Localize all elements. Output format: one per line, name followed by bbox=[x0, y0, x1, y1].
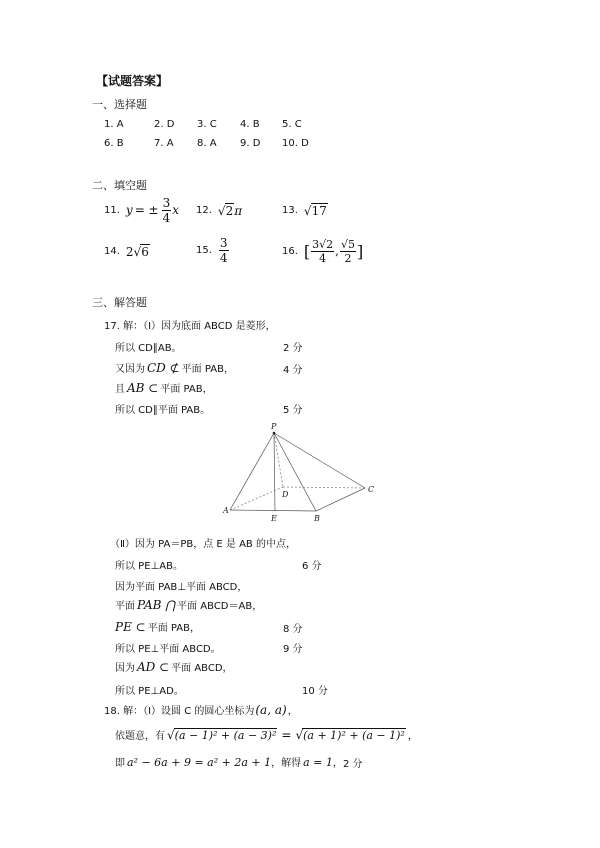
q16-a-denominator: 4 bbox=[319, 251, 327, 265]
q18-line-3-math-2: a = 1 bbox=[303, 756, 333, 769]
q18-right-radical-sign: √ bbox=[295, 727, 304, 742]
q17-line-2: 所以 CD∥AB。 bbox=[115, 343, 182, 354]
q17-line-3-score: 4 分 bbox=[283, 365, 303, 376]
q16-b-numerator: √5 bbox=[341, 237, 356, 251]
fill-answer-11 bbox=[104, 196, 179, 224]
q18-line-1-math: (a, a) bbox=[255, 703, 287, 717]
q13-number: 13. bbox=[282, 205, 298, 216]
q14-coefficient: 2 bbox=[125, 244, 134, 259]
label-a: A bbox=[223, 506, 229, 515]
fill-answer-16 bbox=[282, 236, 363, 266]
q18-line-2 bbox=[115, 727, 418, 742]
q17-line-5: 所以 CD∥平面 PAB。 bbox=[115, 405, 211, 416]
q16-open-bracket: [ bbox=[303, 241, 311, 261]
q18-line-2-equals: = bbox=[281, 727, 292, 742]
q17-part2-line-2-score: 6 分 bbox=[302, 561, 322, 572]
q18-line-1 bbox=[104, 702, 298, 717]
q17-part2-line-5-math: PE ⊂ bbox=[115, 620, 146, 634]
section-solve-heading: 三、解答题 bbox=[92, 296, 147, 309]
q17-line-4-text-b: 平面 PAB， bbox=[160, 384, 213, 395]
q17-line-1: 17. 解：（Ⅰ）因为底面 ABCD 是菱形， bbox=[104, 321, 276, 332]
label-d: D bbox=[282, 490, 289, 499]
edge-pe bbox=[274, 433, 275, 511]
q13-radical-sign: √ bbox=[303, 203, 312, 218]
edge-pc bbox=[274, 433, 365, 488]
q17-part2-line-4 bbox=[115, 597, 262, 612]
q17-part2-line-7 bbox=[115, 659, 233, 674]
q11-x: x bbox=[172, 203, 180, 217]
page-title: 【试题答案】 bbox=[96, 74, 169, 88]
q17-part2-line-6-score: 9 分 bbox=[283, 644, 303, 655]
q11-eq: = ± bbox=[134, 203, 159, 217]
q18-left-radical-sign: √ bbox=[167, 727, 175, 742]
q15-numerator: 3 bbox=[219, 235, 228, 250]
choice-answer-8: 8. A bbox=[197, 138, 217, 149]
q18-right-radicand: (a + 1)² + (a − 1)² bbox=[303, 728, 405, 742]
q18-line-3-math-1: a² − 6a + 9 = a² + 2a + 1 bbox=[127, 756, 272, 769]
q17-line-4-text-a: 且 bbox=[115, 384, 125, 395]
q16-close-bracket: ] bbox=[357, 241, 364, 261]
choice-answer-2: 2. D bbox=[154, 119, 175, 130]
label-c: C bbox=[368, 485, 375, 494]
q17-part2-line-8: 所以 PE⊥AD。 bbox=[115, 686, 184, 697]
q12-radical-sign: √ bbox=[217, 203, 226, 218]
q12-number: 12. bbox=[196, 205, 212, 216]
pyramid-figure bbox=[220, 418, 385, 522]
q17-part2-line-7-text-a: 因为 bbox=[115, 663, 135, 674]
label-b: B bbox=[314, 514, 320, 522]
q18-line-2-text-a: 依题意，有 bbox=[115, 731, 165, 742]
q17-part2-line-5-text: 平面 PAB， bbox=[147, 623, 200, 634]
q17-line-4-math: AB ⊂ bbox=[127, 381, 159, 395]
q11-denominator: 4 bbox=[162, 210, 171, 225]
choice-answer-7: 7. A bbox=[154, 138, 174, 149]
label-p: P bbox=[271, 422, 277, 431]
q18-line-3-text-a: 即 bbox=[115, 758, 125, 769]
q14-radicand: 6 bbox=[141, 245, 149, 259]
q17-part2-line-4-text-a: 平面 bbox=[115, 601, 135, 612]
q14-number: 14. bbox=[104, 246, 120, 257]
choice-answer-3: 3. C bbox=[197, 119, 217, 130]
q12-radicand: 2 bbox=[225, 204, 234, 218]
q18-left-radicand: (a − 1)² + (a − 3)² bbox=[174, 728, 277, 742]
q17-part2-line-6: 所以 PE⊥平面 ABCD。 bbox=[115, 644, 221, 655]
q11-number: 11. bbox=[104, 204, 120, 216]
q18-line-3-score: 2 分 bbox=[343, 759, 363, 770]
q17-part2-line-7-math: AD ⊂ bbox=[137, 660, 170, 674]
choice-answer-6: 6. B bbox=[104, 138, 124, 149]
section-choice-heading: 一、选择题 bbox=[92, 98, 147, 111]
label-e: E bbox=[271, 514, 277, 522]
q16-a-numerator: 3√2 bbox=[312, 237, 334, 251]
q17-line-3 bbox=[115, 360, 234, 375]
q11-fraction bbox=[162, 197, 172, 224]
fill-answer-14 bbox=[104, 244, 150, 259]
q17-part2-line-2: 所以 PE⊥AB。 bbox=[115, 561, 183, 572]
q17-part2-line-1: （Ⅱ）因为 PA＝PB，点 E 是 AB 的中点， bbox=[110, 539, 296, 550]
q17-part2-line-7-text-b: 平面 ABCD， bbox=[171, 663, 233, 674]
edge-ab bbox=[230, 510, 316, 511]
q18-line-3-text-b: ，解得 bbox=[271, 758, 302, 769]
q15-fraction bbox=[219, 237, 229, 264]
q17-part2-line-4-text-b: 平面 ABCD＝AB， bbox=[177, 601, 263, 612]
choice-answer-5: 5. C bbox=[282, 119, 302, 130]
q11-y: y bbox=[125, 203, 133, 217]
q17-part2-line-5-score: 8 分 bbox=[283, 624, 303, 635]
q16-comma: , bbox=[335, 244, 339, 258]
q18-line-2-text-b: ， bbox=[407, 731, 418, 742]
q17-line-4 bbox=[115, 380, 213, 395]
choice-answer-10: 10. D bbox=[282, 138, 309, 149]
fill-answer-12 bbox=[196, 203, 242, 218]
q17-line-2-score: 2 分 bbox=[283, 343, 303, 354]
q15-denominator: 4 bbox=[219, 250, 228, 265]
q17-part2-line-5 bbox=[115, 619, 200, 634]
section-fill-heading: 二、填空题 bbox=[92, 179, 147, 192]
q16-b-denominator: 2 bbox=[344, 251, 352, 265]
q16-fraction-a bbox=[311, 239, 334, 264]
q17-part2-line-3: 因为平面 PAB⊥平面 ABCD， bbox=[115, 582, 248, 593]
q18-line-3-text-c: ， bbox=[332, 758, 343, 769]
fill-answer-13 bbox=[282, 203, 328, 218]
q16-fraction-b bbox=[340, 239, 356, 264]
q14-radical-sign: √ bbox=[133, 244, 142, 259]
q15-number: 15. bbox=[196, 244, 212, 256]
q17-line-3-math: CD ⊄ bbox=[147, 361, 180, 375]
fill-answer-15 bbox=[196, 236, 230, 264]
q17-part2-line-8-score: 10 分 bbox=[302, 686, 328, 697]
q17-line-3-text-b: 平面 PAB， bbox=[181, 364, 234, 375]
choice-answer-1: 1. A bbox=[104, 119, 124, 130]
edge-pb bbox=[274, 433, 316, 511]
q17-line-5-score: 5 分 bbox=[283, 405, 303, 416]
q17-part2-line-4-math: PAB ⋂ bbox=[137, 598, 176, 612]
q12-pi: π bbox=[234, 203, 243, 218]
q18-line-1-text-a: 18. 解：（Ⅰ）设圆 C 的圆心坐标为 bbox=[104, 706, 255, 717]
choice-answer-9: 9. D bbox=[240, 138, 261, 149]
edge-dc-hidden bbox=[283, 487, 365, 488]
q18-line-1-text-b: ， bbox=[287, 706, 298, 717]
q16-number: 16. bbox=[282, 245, 298, 257]
choice-answer-4: 4. B bbox=[240, 119, 260, 130]
q18-line-3 bbox=[115, 754, 343, 769]
point-p-dot bbox=[273, 432, 276, 435]
edge-bc bbox=[316, 488, 365, 511]
q17-line-3-text-a: 又因为 bbox=[115, 364, 145, 375]
edge-pa bbox=[230, 433, 274, 510]
q11-numerator: 3 bbox=[162, 195, 171, 210]
q13-radicand: 17 bbox=[311, 204, 327, 218]
